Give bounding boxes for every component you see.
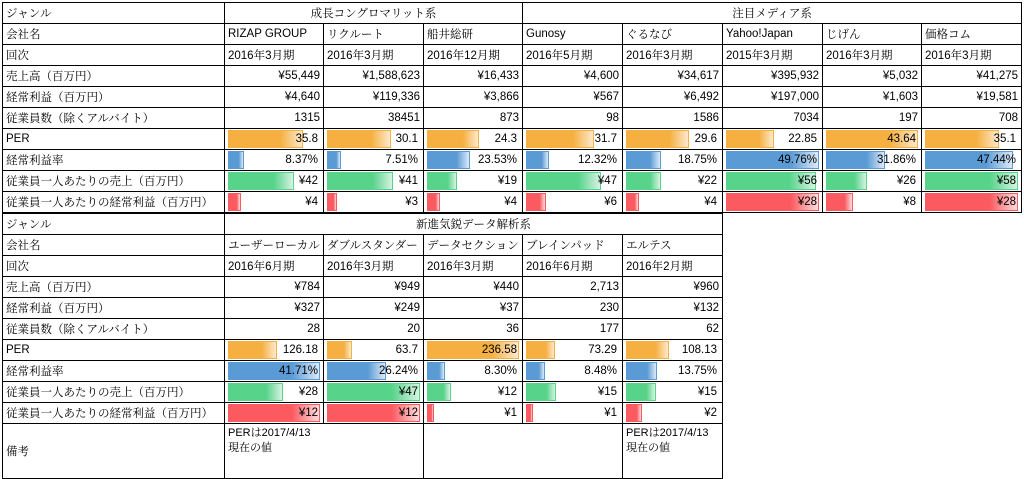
period-3: 2016年5月期 [523, 45, 623, 66]
sales2-1: ¥949 [324, 277, 424, 298]
margin-cell-0: 8.37% [225, 150, 324, 171]
per-cell-6: 43.64 [823, 129, 922, 150]
empty-cell [823, 214, 922, 235]
table2-row-genre [3, 214, 1022, 235]
per2-cell-3: 73.29 [523, 340, 623, 361]
employees2-2: 36 [424, 319, 523, 340]
profit-0: ¥4,640 [225, 87, 324, 108]
spe-cell-4: ¥22 [623, 171, 723, 192]
profit-6: ¥1,603 [823, 87, 922, 108]
table-row-company [3, 24, 1022, 45]
row-label-profit-per-employee: 従業員一人あたりの経常利益（百万円） [3, 192, 225, 213]
empty-cell [922, 319, 1022, 340]
company-1: リクルート [324, 24, 424, 45]
period-4: 2016年3月期 [623, 45, 723, 66]
row-label-margin: 経常利益率 [3, 150, 225, 171]
margin-cell-6: 31.86% [823, 150, 922, 171]
empty-cell [823, 319, 922, 340]
ppe-cell-6: ¥8 [823, 192, 922, 213]
table2-row-company [3, 235, 1022, 256]
sales-3: ¥4,600 [523, 66, 623, 87]
empty-cell [922, 214, 1022, 235]
empty-cell [922, 340, 1022, 361]
spe-cell-2: ¥19 [424, 171, 523, 192]
spe-cell-3: ¥47 [523, 171, 623, 192]
period2-1: 2016年3月期 [324, 256, 424, 277]
ppe-cell-2: ¥4 [424, 192, 523, 213]
row-label-employees-2: 従業員数（除くアルバイト） [3, 319, 225, 340]
profit-1: ¥119,336 [324, 87, 424, 108]
row-label-genre: ジャンル [3, 3, 225, 24]
sales-0: ¥55,449 [225, 66, 324, 87]
per-cell-3: 31.7 [523, 129, 623, 150]
row-label-profit-2: 経常利益（百万円） [3, 298, 225, 319]
ppe-cell-7: ¥28 [922, 192, 1022, 213]
period2-3: 2016年6月期 [523, 256, 623, 277]
table-growth-media [2, 2, 1022, 213]
company2-4: エルテス [623, 235, 723, 256]
sales-5: ¥395,932 [723, 66, 823, 87]
row-label-per-2: PER [3, 340, 225, 361]
per2-cell-1: 63.7 [324, 340, 424, 361]
per-cell-1: 30.1 [324, 129, 424, 150]
employees2-3: 177 [523, 319, 623, 340]
empty-cell [723, 319, 823, 340]
employees2-1: 20 [324, 319, 424, 340]
row-label-sales-per-employee-2: 従業員一人あたりの売上（百万円） [3, 382, 225, 403]
table2-row-profit [3, 298, 1022, 319]
profit2-1: ¥249 [324, 298, 424, 319]
per2-cell-2: 236.58 [424, 340, 523, 361]
table2-row-employees [3, 319, 1022, 340]
margin2-cell-4: 13.75% [623, 361, 723, 382]
per-cell-2: 24.3 [424, 129, 523, 150]
table2-row-per [3, 340, 1022, 361]
spe-cell-6: ¥26 [823, 171, 922, 192]
employees-2: 873 [424, 108, 523, 129]
ppe-cell-3: ¥6 [523, 192, 623, 213]
row-label-margin-2: 経常利益率 [3, 361, 225, 382]
ppe-cell-0: ¥4 [225, 192, 324, 213]
employees2-4: 62 [623, 319, 723, 340]
row-label-per: PER [3, 129, 225, 150]
spe-cell-1: ¥41 [324, 171, 424, 192]
table2-row-notes [3, 424, 1022, 479]
margin2-cell-0: 41.71% [225, 361, 324, 382]
table-row-period [3, 45, 1022, 66]
profit-5: ¥197,000 [723, 87, 823, 108]
profit-7: ¥19,581 [922, 87, 1022, 108]
margin2-cell-2: 8.30% [424, 361, 523, 382]
profit-3: ¥567 [523, 87, 623, 108]
ppe2-cell-0: ¥12 [225, 403, 324, 424]
empty-cell [823, 361, 922, 382]
employees-5: 7034 [723, 108, 823, 129]
margin-cell-3: 12.32% [523, 150, 623, 171]
period-6: 2016年3月期 [823, 45, 922, 66]
employees-0: 1315 [225, 108, 324, 129]
empty-cell [723, 403, 823, 424]
note-line-2: 現在の値 [228, 442, 272, 454]
empty-cell [723, 382, 823, 403]
empty-cell [723, 235, 823, 256]
sales-1: ¥1,588,623 [324, 66, 424, 87]
table-row-sales [3, 66, 1022, 87]
sales2-4: ¥960 [623, 277, 723, 298]
note-line-3: PERは2017/4/13 [626, 427, 709, 439]
per-cell-0: 35.8 [225, 129, 324, 150]
table2-row-sales [3, 277, 1022, 298]
profit2-4: ¥132 [623, 298, 723, 319]
profit2-0: ¥327 [225, 298, 324, 319]
empty-cell [922, 424, 1022, 479]
empty-cell [922, 298, 1022, 319]
empty-cell [823, 424, 922, 479]
sales2-3: 2,713 [523, 277, 623, 298]
company2-1: ダブルスタンダー [324, 235, 424, 256]
row-label-sales-2: 売上高（百万円） [3, 277, 225, 298]
margin-cell-1: 7.51% [324, 150, 424, 171]
note-line-4: 現在の値 [626, 442, 670, 454]
sales-2: ¥16,433 [424, 66, 523, 87]
row-label-employees: 従業員数（除くアルバイト） [3, 108, 225, 129]
table-row-profit-per-employee [3, 192, 1022, 213]
empty-cell [922, 235, 1022, 256]
empty-cell [723, 214, 823, 235]
note-line-1: PERは2017/4/13 [228, 427, 311, 439]
employees-3: 98 [523, 108, 623, 129]
company-6: じげん [823, 24, 922, 45]
sales-7: ¥41,275 [922, 66, 1022, 87]
empty-cell [723, 256, 823, 277]
company-3: Gunosy [523, 24, 623, 45]
ppe-cell-5: ¥28 [723, 192, 823, 213]
empty-cell [922, 403, 1022, 424]
table-row-sales-per-employee [3, 171, 1022, 192]
employees-6: 197 [823, 108, 922, 129]
row-label-profit-per-employee-2: 従業員一人あたりの経常利益（百万円） [3, 403, 225, 424]
empty-cell [922, 256, 1022, 277]
period2-4: 2016年2月期 [623, 256, 723, 277]
empty-cell [723, 298, 823, 319]
row-label-company: 会社名 [3, 24, 225, 45]
row-label-notes: 備考 [3, 424, 225, 479]
sales-4: ¥34,617 [623, 66, 723, 87]
profit-4: ¥6,492 [623, 87, 723, 108]
empty-cell [922, 361, 1022, 382]
genre-group-0: 成長コングロマリット系 [225, 3, 523, 24]
table-row-profit [3, 87, 1022, 108]
margin2-cell-1: 26.24% [324, 361, 424, 382]
sales2-0: ¥784 [225, 277, 324, 298]
ppe2-cell-1: ¥12 [324, 403, 424, 424]
table2-row-profit-per-employee [3, 403, 1022, 424]
period2-0: 2016年6月期 [225, 256, 324, 277]
per-cell-5: 22.85 [723, 129, 823, 150]
empty-cell [823, 403, 922, 424]
profit2-3: 230 [523, 298, 623, 319]
table2-row-period [3, 256, 1022, 277]
table-row-genre [3, 3, 1022, 24]
per-cell-4: 29.6 [623, 129, 723, 150]
row-label-sales-per-employee: 従業員一人あたりの売上（百万円） [3, 171, 225, 192]
company-0: RIZAP GROUP [225, 24, 324, 45]
empty-cell [723, 424, 823, 479]
table-row-margin [3, 150, 1022, 171]
margin-cell-2: 23.53% [424, 150, 523, 171]
employees-1: 38451 [324, 108, 424, 129]
spe2-cell-3: ¥15 [523, 382, 623, 403]
table-data-analytics [2, 213, 1022, 479]
spe-cell-0: ¥42 [225, 171, 324, 192]
company-2: 船井総研 [424, 24, 523, 45]
empty-cell [723, 277, 823, 298]
table-row-per [3, 129, 1022, 150]
per2-cell-4: 108.13 [623, 340, 723, 361]
employees2-0: 28 [225, 319, 324, 340]
per2-cell-0: 126.18 [225, 340, 324, 361]
profit2-2: ¥37 [424, 298, 523, 319]
employees-4: 1586 [623, 108, 723, 129]
period-1: 2016年3月期 [324, 45, 424, 66]
period-2: 2016年12月期 [424, 45, 523, 66]
ppe2-cell-2: ¥1 [424, 403, 523, 424]
company2-0: ユーザーローカル [225, 235, 324, 256]
spe2-cell-2: ¥12 [424, 382, 523, 403]
genre-group-1: 注目メディア系 [523, 3, 1022, 24]
period-7: 2016年3月期 [922, 45, 1022, 66]
empty-cell [823, 382, 922, 403]
spe2-cell-0: ¥28 [225, 382, 324, 403]
margin-cell-7: 47.44% [922, 150, 1022, 171]
empty-cell [922, 277, 1022, 298]
employees-7: 708 [922, 108, 1022, 129]
margin2-cell-3: 8.48% [523, 361, 623, 382]
empty-cell [723, 361, 823, 382]
row-label-sales: 売上高（百万円） [3, 66, 225, 87]
profit-2: ¥3,866 [424, 87, 523, 108]
company-7: 価格コム [922, 24, 1022, 45]
empty-cell [823, 298, 922, 319]
ppe2-cell-4: ¥2 [623, 403, 723, 424]
spe-cell-7: ¥58 [922, 171, 1022, 192]
empty-cell [823, 256, 922, 277]
spe-cell-5: ¥56 [723, 171, 823, 192]
spe2-cell-4: ¥15 [623, 382, 723, 403]
margin-cell-4: 18.75% [623, 150, 723, 171]
note-cell-1 [225, 424, 424, 479]
table2-row-margin [3, 361, 1022, 382]
empty-cell [823, 277, 922, 298]
company2-3: ブレインパッド [523, 235, 623, 256]
row-label-genre-2: ジャンル [3, 214, 225, 235]
period2-2: 2016年3月期 [424, 256, 523, 277]
period-5: 2015年3月期 [723, 45, 823, 66]
row-label-profit: 経常利益（百万円） [3, 87, 225, 108]
per-cell-7: 35.1 [922, 129, 1022, 150]
note-cell-2 [424, 424, 623, 479]
row-label-company-2: 会社名 [3, 235, 225, 256]
sales-6: ¥5,032 [823, 66, 922, 87]
spe2-cell-1: ¥47 [324, 382, 424, 403]
company-4: ぐるなび [623, 24, 723, 45]
ppe-cell-1: ¥3 [324, 192, 424, 213]
empty-cell [723, 340, 823, 361]
note-cell-3 [623, 424, 723, 479]
ppe-cell-4: ¥4 [623, 192, 723, 213]
empty-cell [823, 235, 922, 256]
row-label-period: 回次 [3, 45, 225, 66]
empty-cell [922, 382, 1022, 403]
company2-2: データセクション [424, 235, 523, 256]
table2-row-sales-per-employee [3, 382, 1022, 403]
row-label-period-2: 回次 [3, 256, 225, 277]
sales2-2: ¥440 [424, 277, 523, 298]
period-0: 2016年3月期 [225, 45, 324, 66]
table-row-employees [3, 108, 1022, 129]
empty-cell [823, 340, 922, 361]
ppe2-cell-3: ¥1 [523, 403, 623, 424]
company-5: Yahoo!Japan [723, 24, 823, 45]
spreadsheet-canvas [0, 2, 1024, 458]
genre-group-2: 新進気鋭データ解析系 [225, 214, 723, 235]
margin-cell-5: 49.76% [723, 150, 823, 171]
